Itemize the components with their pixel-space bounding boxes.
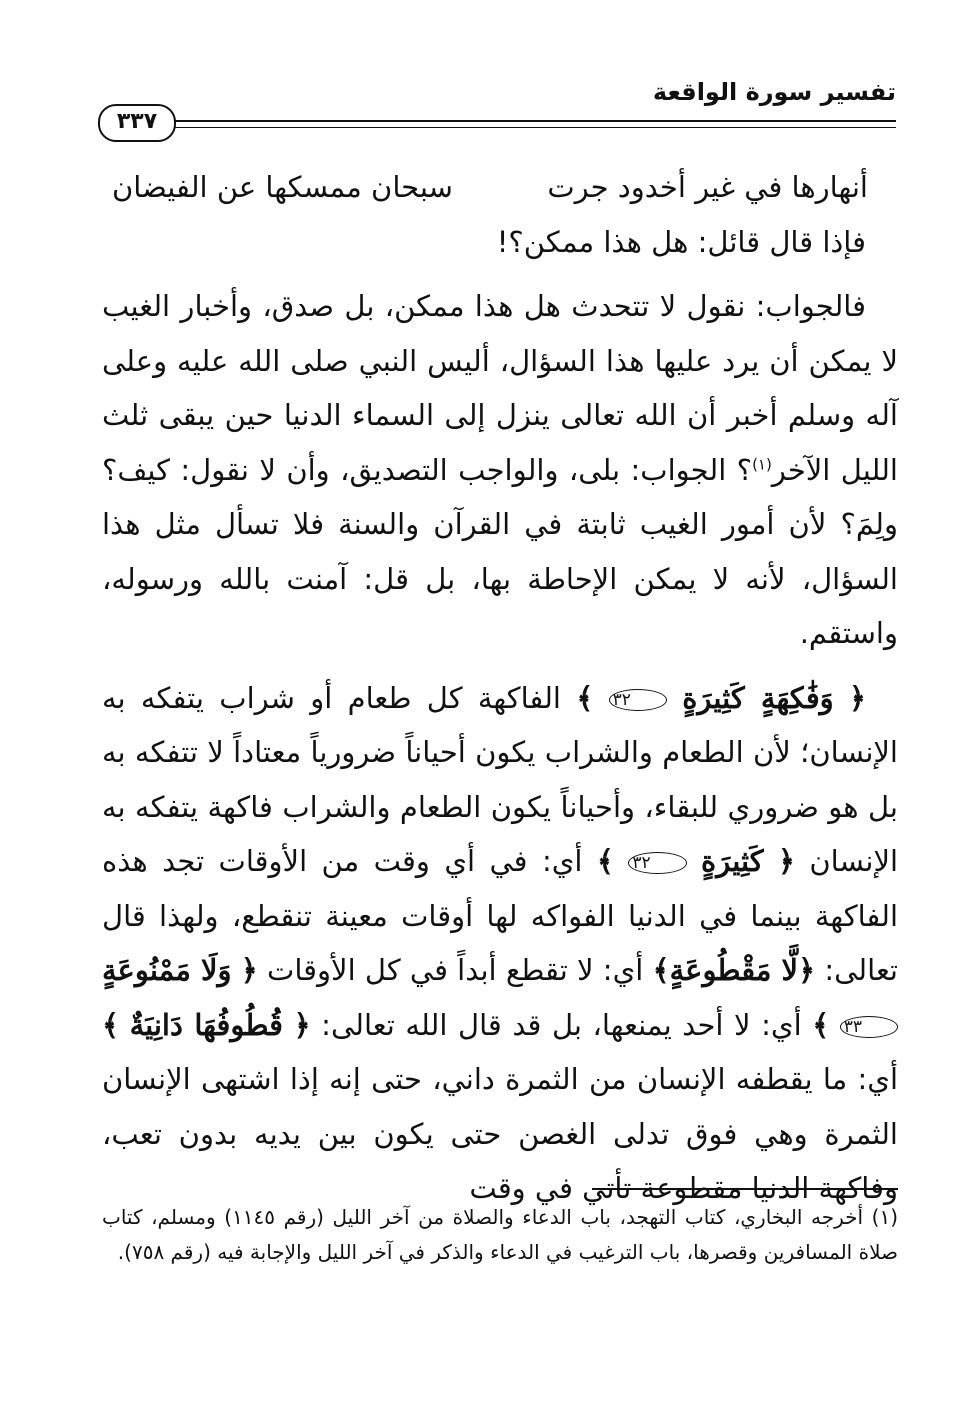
fruit-text-5: أي: ما يقطفه الإنسان من الثمرة داني، حتى إنه إذا اشتهى الإنسان الثمرة وهي فوق تدلى الغصن حتى يكون بين يديه بدون تعب، وفاكهة الدنيا مقطوعة تأتي في وقت (102, 1062, 898, 1205)
quran-open-bracket: ﴿ (293, 1007, 311, 1042)
page-number: ٣٣٧ (98, 104, 176, 142)
footnote-marker: (١) (871, 1205, 898, 1229)
quran-verse-33b: وَلَا مَمْنُوعَةٍ (102, 953, 232, 987)
quran-close-bracket: ﴾ (102, 1007, 119, 1042)
paragraph-answer (102, 279, 898, 661)
page-header (98, 78, 896, 148)
fruit-text-2: أي: في أي وقت من الأوقات تجد هذه الفاكهة بينما في الدنيا الفواكه لها أوقات معينة تنقطع، ولهذا قال تعالى: (102, 844, 899, 987)
paragraph-question (102, 215, 898, 270)
quran-close-bracket: ﴾ (812, 1007, 830, 1042)
footnote-reference[interactable]: (١) (752, 454, 772, 473)
paragraph-answer-text-b: ؟ الجواب: بلى، والواجب التصديق، وأن لا نقول: كيف؟ ولِمَ؟ لأن أمور الغيب ثابتة في القرآن والسنة فلا تسأل مثل هذا السؤال، لأنه لا يمكن الإحاطة بها، بل قل: آمنت بالله ورسوله، واستقم. (102, 452, 898, 650)
fruit-text-3: أي: لا تقطع أبداً في كل الأوقات (267, 953, 644, 987)
poem-verse (102, 160, 898, 215)
header-rule-thick (158, 120, 896, 122)
quran-open-bracket: ﴿ (798, 953, 816, 987)
footnotes (102, 1200, 898, 1270)
footnote-item (102, 1200, 898, 1270)
quran-verse-33a: لَّا مَقْطُوعَةٍ (669, 953, 799, 987)
footnote-text: أخرجه البخاري، كتاب التهجد، باب الدعاء والصلاة من آخر الليل (رقم ١١٤٥) ومسلم، كتاب صلاة المسافرين وقصرها، باب الترغيب في الدعاء والذكر في آخر الليل والإجابة فيه (رقم ٧٥٨). (102, 1205, 898, 1264)
quran-verse-32: وَفَٰكِهَةٍ كَثِيرَةٍ (682, 680, 834, 715)
quran-open-bracket: ﴿ (849, 680, 867, 715)
paragraph-fruit (102, 671, 898, 1216)
paragraph-answer-text-a: فالجواب: نقول لا تتحدث هل هذا ممكن، بل صدق، وأخبار الغيب لا يمكن أن يرد عليها هذا السؤال، أليس النبي صلى الله عليه وعلى آله وسلم أخبر أن الله تعالى ينزل إلى السماء الدنيا حين يبقى ثلث الليل الآخر (102, 289, 898, 487)
quran-close-bracket: ﴾ (596, 844, 614, 878)
quran-verse-69-23: قُطُوفُهَا دَانِيَةٌ (129, 1007, 284, 1042)
main-text (102, 160, 898, 1216)
poem-hemistich-first: أنهارها في غير أخدود جرت (547, 170, 868, 204)
paragraph-question-text: فإذا قال قائل: هل هذا ممكن؟! (496, 224, 866, 259)
quran-open-bracket: ﴿ (240, 953, 258, 987)
quran-close-bracket: ﴾ (652, 953, 670, 987)
verse-number-badge: ٣٣ (840, 1016, 898, 1038)
fruit-text-1: الفاكهة كل طعام أو شراب يتفكه به الإنسان؛ لأن الطعام والشراب يكون أحياناً ضرورياً معتاداً لا تتفكه به بل هو ضروري للبقاء، وأحياناً يكون الطعام والشراب فاكهة يتفكه به الإنسان (102, 680, 899, 878)
footnote-separator (592, 1188, 898, 1190)
poem-hemistich-second: سبحان ممسكها عن الفيضان (112, 170, 453, 204)
quran-verse-32-repeat: كَثِيرَةٍ (701, 844, 764, 878)
fruit-text-4: أي: لا أحد يمنعها، بل قد قال الله تعالى: (321, 1007, 802, 1042)
header-rule-thin (158, 127, 896, 128)
quran-open-bracket: ﴿ (777, 844, 795, 878)
verse-number-badge: ٣٢ (609, 689, 667, 711)
running-title: تفسير سورة الواقعة (652, 78, 896, 106)
verse-number-badge: ٣٢ (628, 852, 686, 874)
quran-close-bracket: ﴾ (576, 680, 594, 715)
